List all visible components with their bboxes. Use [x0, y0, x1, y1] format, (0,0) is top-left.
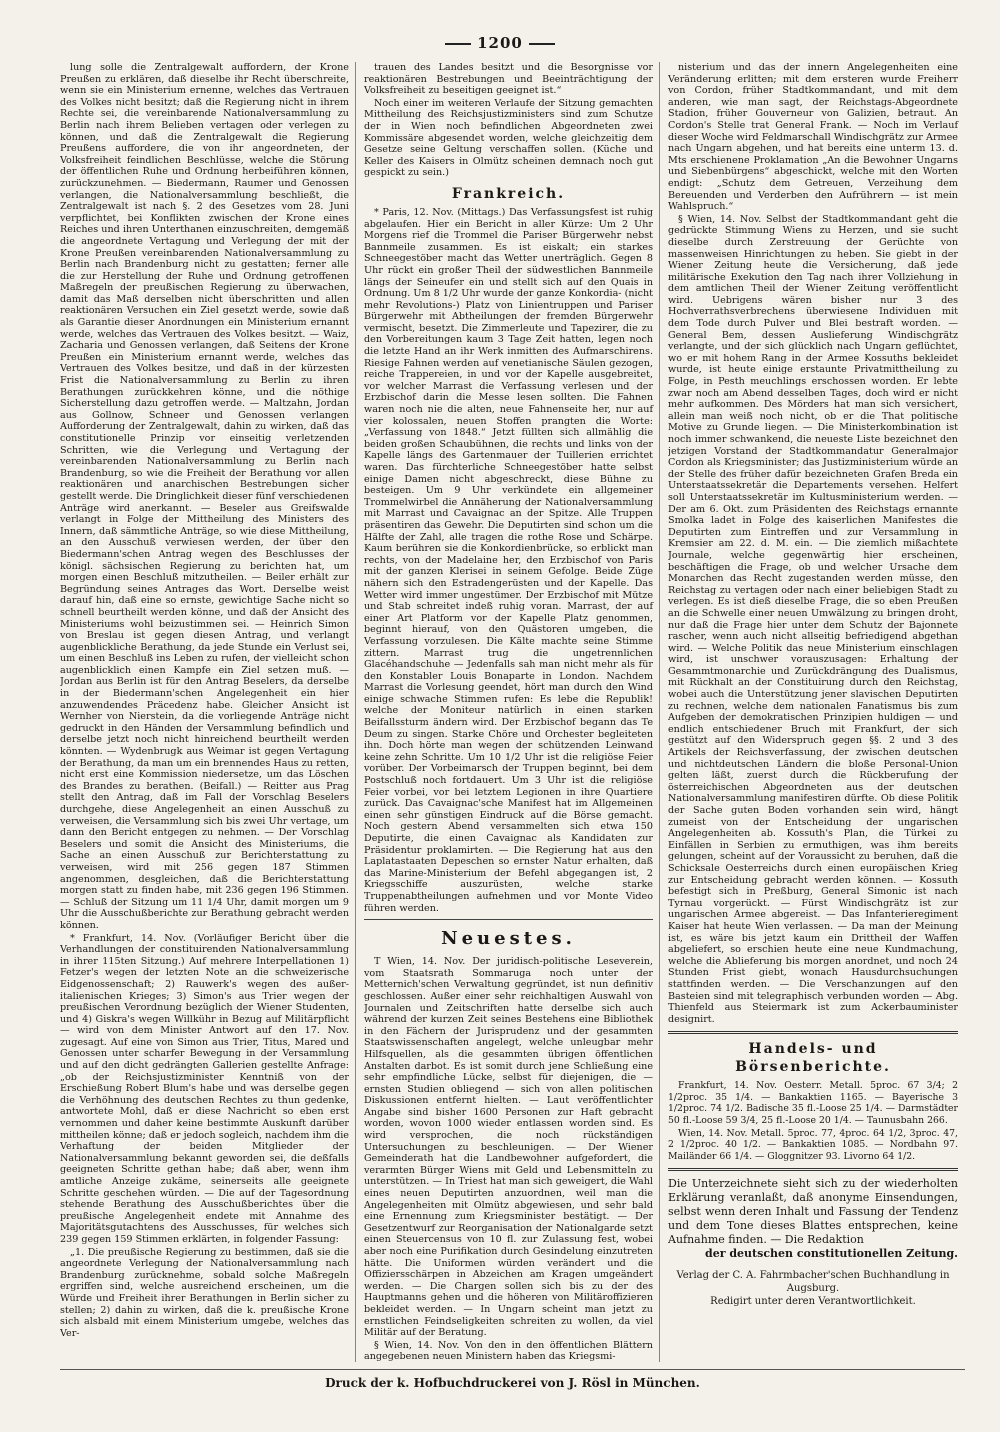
section-divider — [364, 919, 653, 920]
section-heading-france: Frankreich. — [451, 185, 566, 202]
col2-paragraph-3: * Paris, 12. Nov. (Mittags.) Das Verfassungsfest ist ruhig abgelaufen. Hier ein Bericht in aller Kürze: Um 2 Uhr Morgens rief die Trommel die Pariser Bürgerwehr nebst Bannmeile zusammen. Es ist eiskalt; ein starkes Schneegestöber macht das Wetter unerträglich. Gegen 8 Uhr rückt ein großer Theil der südwestlichen Bannmeile längs der Seineufer ein und stellt sich auf den Quais in Ordnung. Um 8 1/2 Uhr wurde der ganze Konkordia- (nicht mehr Revolutions-) Platz von Linientruppen und Pariser Bürgerwehr mit Abtheilungen der fremden Bürgerwehr vermischt, besetzt. Die Zimmerleute und Tapezirer, die zu den Vorbereitungen kaum 3 Tage Zeit hatten, legen noch die letzte Hand an ihr Werk inmitten des Aufmarschirens. Riesige Fahnen werden auf venetianische Säulen gezogen, reiche Trappereien, in und vor der Kapelle ausgebreitet, vor welcher Marrast die Verfassung verlesen und der Erzbischof darin die Messe lesen sollten. Die Fahnen waren noch nie die alten, neue Fahnenseite her, nur auf vier kolossalen, neuen Stoffen prangten die Worte: „Verfassung von 1848.“ Jetzt füllten sich allmählig die beiden großen Schaubühnen, die rechts und links von der Kapelle längs des Gartenmauer der Tuillerien errichtet waren. Das fürchterliche Schneegestöber hatte selbst einige Damen nicht abgeschreckt, diese Bühne zu besteigen. Um 9 Uhr verkündete ein allgemeiner Trommelwirbel die Annäherung der Nationalversammlung mit Marrast und Cavaignac an der Spitze. Alle Truppen präsentiren das Gewehr. Die Deputirten sind schon um die Hälfte der Zahl, alle tragen die rothe Rose und Schärpe. Kaum berühren sie die Konkordienbrücke, so erblickt man rechts, von der Madelaine her, den Erzbischof von Paris mit der ganzen Klerisei in seinem Gefolge. Beide Züge nähern sich den Estradengerüsten und der Kapelle. Das Wetter wird immer ungestümer. Der Erzbischof mit Mütze und Stab schreitet indeß ruhig voran. Marrast, der auf einer Art Platform vor der Kapelle Platz genommen, beginnt hierauf, von den Quästoren umgeben, die Verfassung vorzulesen. Die Kälte machte seine Stimme zittern. Marrast trug die ungetrennlichen Glacéhandschuhe — Jedenfalls sah man nicht mehr als für den Konstabler Louis Bonaparte in London. Nachdem Marrast die Vorlesung geendet, hört man durch den Wind einige schwache Stimmen rufen: Es lebe die Republik! welche der Moniteur natürlich in einen starken Beifallssturm ändern wird. Der Erzbischof begann das Te Deum zu singen. Starke Chöre und Orchester begleiteten ihn. Doch hörte man wegen der schützenden Leinwand keine zehn Schritte. Um 10 1/2 Uhr ist die religiöse Feier vorüber. Der Vorbeimarsch der Truppen beginnt, bei dem Postschluß noch fortdauert. Um 3 Uhr ist die religiöse Feier vorbei, vor bei letztem Legionen in ihre Quartiere zurück. Das Cavaignac'sche Manifest hat im Allgemeinen einen sehr günstigen Eindruck auf die Börse gemacht. Noch gestern Abend versammelten sich etwa 150 Deputirte, die einen Cavaignac als Kandidaten zur Präsidentur proklamirten. — Die Regierung hat aus den Laplatastaaten Depeschen so ernster Natur erhalten, daß das Marine-Ministerium der Befehl abgegangen ist, 2 Kriegsschiffe auszurüsten, welche starke Truppenabtheilungen aufnehmen und vor Monte Video führen werden. — [364, 206, 653, 914]
publisher-line-1: Verlag der C. A. Fahrmbacher'schen Buchhandlung in Augsburg. — [676, 1270, 950, 1295]
section-heading-market: Handels- und Börsenberichte. — [735, 1041, 891, 1076]
col3-paragraph-2: § Wien, 14. Nov. Selbst der Stadtkommandant geht die gedrückte Stimmung Wiens zu Herzen, und sie sucht dieselbe durch Zerstreuung der Gerüchte von massenweisen Hinrichtungen zu heben. Sie giebt in der Wiener Zeitung heute die Versicherung, daß jede militärische Exekution den Tag nach ihrer Vollziehung in dem amtlichen Theil der Wiener Zeitung veröffentlicht wird. Uebrigens wären bisher nur 3 des Hochverrathsverbrechens überwiesene Individuen mit dem Tode durch Pulver und Blei bestraft worden. — General Bem, dessen Auslieferung Windischgrätz verlangte, und der sich glücklich nach Ungarn geflüchtet, wo er mit hohem Rang in der Armee Kossuths bekleidet wurde, ist heute einige erstaunte Privatmittheilung zu Folge, in Pesth meuchlings erschossen worden. Er lebte zwar noch am Abend desselben Tages, doch wird er nicht mehr aufkommen. Des Mörders hat man sich versichert, allein man weiß noch nicht, ob er die That politische Motive zu Grunde liegen. — Die Ministerkombination ist noch immer schwankend, die neueste Liste bezeichnet den jetzigen Vorstand der Stadtkommandatur Generalmajor Cordon als Kriegsminister; das Justizministerium würde an der Stelle des früher dafür bezeichneten Grafen Breda ein Unterstaatssekretär die Departements versehen. Helfert soll Unterstaatssekretär im Kultusministerium werden. — Der am 6. Okt. zum Präsidenten des Reichstags ernannte Smolka ladet in Folge des kaiserlichen Manifestes die Deputirten zum Eintreffen und zur Versammlung in Kremsier am 22. d. M. ein. — Die ziemlich mißachtete Journale, welche gegenwärtig hier erscheinen, beschäftigen die Frage, ob und welcher Ursache dem Monarchen das Recht zugestanden werden müsse, den Reichstag zu vertagen oder nach einer beliebigen Stadt zu verlegen. Es ist dieß dieselbe Frage, die so eben Preußen an die Schwelle einer neuen Umwälzung zu bringen droht, nur daß die Frage hier unter dem Schutz der Bajonnete rascher, wenn auch nicht allseitig befriedigend abgethan wird. — Welche Politik das neue Ministerium einschlagen wird, ist unschwer vorauszusagen: Erhaltung der Gesammtmonarchie und Zurückdrängung des Dualismus, mit Rückhalt an der Constituirung durch den Reichstag, wobei auch die Unterstützung jener slavischen Deputirten zu rechnen, welche dem nationalen Fanatismus bis zum Aufgeben der demokratischen Prinzipien huldigen — und endlich entschiedener Bruch mit Frankfurt, der sich gestützt auf den Widerspruch gegen §§. 2 und 3 des Artikels der Reichsverfassung, der zwischen deutschen und nichtdeutschen Ländern die bloße Personal-Union gelten läßt, zuerst durch die Rückberufung der österreichischen Abgeordneten aus der deutschen Nationalversammlung manifestiren dürfte. Ob diese Politik der Sache guten Boden vorhanden sein wird, hängt zumeist von der Entscheidung der ungarischen Angelegenheiten ab. Kossuth's Plan, die Türkei zu Einfällen in Serbien zu ermuthigen, was ihm bereits gelungen, scheint auf der Voraussicht zu beruhen, daß die Schicksale Oesterreichs durch einen europäischen Krieg zur Entscheidung gebracht werden können. — Kossuth befestigt sich in Preßburg, General Simonic ist nach Tyrnau vorgerückt. — Fürst Windischgrätz ist zur ungarischen Armee abgereist. — Das Infanterieregiment Kaiser hat heute Wien verlassen. — Da man der Meinung ist, es wäre bis jetzt kaum ein Drittheil der Waffen abgeliefert, so erschien heute eine neue Kundmachung, welche die Ablieferung bis morgen anordnet, und noch 24 Stunden Frist giebt, wonach Hausdurchsuchungen stattfinden werden. — Die Verschanzungen auf den Basteien sind mit telegraphisch verbunden worden — Abg. Thienfeld aus Steiermark ist zum Ackerbauminister designirt. — [668, 213, 958, 1025]
col1-paragraph-2: * Frankfurt, 14. Nov. (Vorläufiger Bericht über die Verhandlungen der constituirenden Nationalversammlung in ihrer 115ten Sitzung.) Auf mehrere Interpellationen 1) Fetzer's wegen der letzten Note an die schweizerische Eidgenossenschaft; 2) Rauwerk's wegen des außer-italienischen Krieges; 3) Simon's aus Trier wegen der preußischen Verordnung bezüglich der Wiener Studenten, und 4) Giskra's wegen Willkühr in Bezug auf Militärpflicht — wird von dem Minister Antwort auf den 17. Nov. zugesagt. Auf eine von Simon aus Trier, Titus, Mared und Genossen unter scharfer Bewegung in der Versammlung und auf den dicht gedrängten Gallerien gestellte Anfrage: „ob der Reichsjustizminister Kenntniß von der Erschießung Robert Blum's habe und was derselbe gegen die Verhöhnung des deutschen Rechtes zu thun gedenke, antwortete Mohl, daß er diese Nachricht so eben erst vernommen und daher keine bestimmte Auskunft darüber mittheilen könne; daß er jedoch sogleich, nachdem ihm die Verhaftung der beiden Mitglieder der Nationalversammlung bekannt geworden sei, die deßfalls geeigneten Schritte gethan habe; daß aber, wenn ihm amtliche Anzeige zukäme, seinerseits alle geeignete Schritte geschehen würden. — Die auf der Tagesordnung stehende Berathung des Ausschußberichtes über die preußische Angelegenheit endete mit Annahme des Majoritätsgutachtens des Ausschusses, für welches sich 239 gegen 159 Stimmen erklärten, in folgender Fassung: — [60, 932, 349, 1245]
col2-paragraph-2: Noch einer im weiteren Verlaufe der Sitzung gemachten Mittheilung des Reichsjustizministers sind zum Schutze der in Wien noch befindlichen Abgeordneten zwei Kommissäre abgesendet worden, welche gleichzeitig dem Gesetze seine Geltung verschaffen sollen. (Küche und Keller des Kaisers in Olmütz scheinen demnach noch gut gespickt zu sein.) — [364, 97, 653, 179]
section-heading-news: Neuestes. — [441, 928, 576, 950]
column-1 — [60, 62, 356, 1362]
page-number-header — [0, 34, 1000, 52]
header-dash-right — [529, 43, 555, 45]
col2-paragraph-1: trauen des Landes besitzt und die Besorgnisse vor reaktionären Bestrebungen und Beeinträchtigung der Volksfreiheit zu beseitigen geeignet ist.“ — [364, 62, 653, 97]
col1-paragraph-1: lung solle die Zentralgewalt auffordern, der Krone Preußen zu erklären, daß dieselbe ihr Recht überschreite, wenn sie ein Ministerium ernenne, welches das Vertrauen des Volkes nicht besitzt; daß die Regierung nicht in ihrem Rechte sei, die vereinbarende Nationalversammlung zu Berlin nach ihrem Belieben vertagen oder verlegen zu können, und daß die Zentralgewalt die Regierung Preußens auffordere, die von ihr angeordneten, der Volksfreiheit feindlichen Beschlüsse, welche die Störung der öffentlichen Ruhe und Ordnung herbeiführen können, zurückzunehmen. — Biedermann, Raumer und Genossen verlangen, die Nationalversammlung beschließt, die Zentralgewalt ist nach §. 2 des Gesetzes vom 28. Juni verpflichtet, bei Konflikten zwischen der Krone eines Reiches und ihren Unterthanen einzuschreiten, demgemäß die angeordnete Vertagung und Verlegung der mit der Krone Preußen vereinbarenden Nationalversammlung zu Berlin nach Brandenburg nicht zu gestatten; ferner alle die zur Herstellung der Ruhe und Ordnung getroffenen Maßregeln der preußischen Regierung zu überwachen, damit das Maß derselben nicht überschritten und allen reaktionären Versuchen ein Ziel gesetzt werde, sowie daß als Garantie dieser Anordnungen ein Ministerium ernannt werde, welches das Vertrauen des Volkes besitzt. — Waiz, Zacharia und Genossen verlangen, daß Seitens der Krone Preußen ein Ministerium ernannt werde, welches das Vertrauen des Volkes besitze, und daß in der kürzesten Frist die Nationalversammlung zu Berlin zu ihren Berathungen zurückkehren könne, und die nöthige Sicherstellung dazu getroffen werde. — Maltzahn, Jordan aus Gollnow, Schneer und Genossen verlangen Aufforderung der Zentralgewalt, dahin zu wirken, daß das constitutionelle Prinzip vor einseitig verletzenden Schritten, wie die Verlegung und Vertagung der vereinbarenden Nationalversammlung zu Berlin nach Brandenburg, so wie die Freiheit der Berathung vor allen reaktionären und anarchischen Bestrebungen sicher gestellt werde. Die Dringlichkeit dieser fünf verschiedenen Anträge wird anerkannt. — Beseler aus Greifswalde verlangt in Folge der Mittheilung des Ministers des Innern, daß sämmtliche Anträge, so wie diese Mittheilung, an den Ausschuß verwiesen werden, der über den Biedermann'schen Antrag wegen des Beschlusses der königl. sächsischen Regierung zu berichten hat, um morgen einen Beschluß mitzutheilen. — Beiler erhält zur Begründung seines Antrages das Wort. Derselbe weist darauf hin, daß eine so ernste, gewichtige Sache nicht so schnell beurtheilt werden könne, und daß der Ansicht des Ministeriums wohl beizustimmen sei. — Heinrich Simon von Breslau ist gegen diesen Antrag, und verlangt augenblickliche Berathung, da jede Stunde ein Verlust sei, um einen Beschluß ins Leben zu rufen, der vielleicht schon augenblicklich einen Kampfe ein Ziel setzen muß. — Jordan aus Berlin ist für den Antrag Beselers, da derselbe in der Biedermann'schen Angelegenheit ein hier anzuwendendes Präcedenz habe. Gleicher Ansicht ist Wernher von Nierstein, da die vorliegende Anträge nicht gedruckt in den Händen der Versammlung befindlich und derselbe jetzt noch nicht hinreichend beurtheilt werden könnten. — Wydenbrugk aus Weimar ist gegen Vertagung der Berathung, da man um ein brennendes Haus zu retten, nicht erst eine Kommission niedersetze, um das Löschen des Brandes zu berathen. (Beifall.) — Reitter aus Prag stellt den Antrag, daß im Fall der Vorschlag Beselers durchgehe, diese Angelegenheit an einen Ausschuß zu verweisen, die Versammlung sich bis zwei Uhr vertage, um dann den Bericht entgegen zu nehmen. — Der Vorschlag Beselers und somit die Ansicht des Ministeriums, die Sache an einen Ausschuß zur Berichterstattung zu verweisen, wird mit 256 gegen 187 Stimmen angenommen, desgleichen, daß die Berichterstattung morgen statt zu finden habe, mit 236 gegen 196 Stimmen. — Schluß der Sitzung um 11 1/4 Uhr, damit morgen um 9 Uhr die Ausschußberichte zur Berathung gebracht werden können. — [60, 62, 349, 931]
notice-text: Die Unterzeichnete sieht sich zu der wiederholten Erklärung veranlaßt, daß anonyme Einsendungen, selbst wenn deren Inhalt und Fassung der Tendenz und dem Tone dieses Blattes entsprechen, keine Aufnahme finden. — Die Redaktion — [668, 1177, 958, 1247]
newspaper-columns — [60, 62, 965, 1362]
market-frankfurt: Frankfurt, 14. Nov. Oesterr. Metall. 5proc. 67 3/4; 2 1/2proc. 35 1/4. — Bankaktien 1165. — Bayerische 3 1/2proc. 74 1/2. Badische 35 fl.-Loose 25 1/4. — Darmstädter 50 fl.-Loose 59 3/4, 25 fl.-Loose 20 1/4. — Taunusbahn 266. — [668, 1080, 958, 1126]
header-dash-left — [445, 43, 471, 45]
col2-paragraph-5: § Wien, 14. Nov. Von den in den öffentlichen Blättern angegebenen neuen Ministern haben das Kriegsmi- — [364, 1339, 653, 1362]
col2-paragraph-4: T Wien, 14. Nov. Der juridisch-politische Leseverein, vom Staatsrath Sommaruga noch unter der Metternich'schen Verwaltung gegründet, ist nun definitiv geschlossen. Außer einer sehr reichhaltigen Auswahl von Journalen und Zeitschriften hatte derselbe sich auch während der kurzen Zeit seines Bestehens eine Bibliothek in den Fächern der Jurisprudenz und der gesammten Staatswissenschaften angelegt, welche unleugbar mehr Hilfsquellen, als die gesammten übrigen öffentlichen Anstalten darbot. Es ist somit durch jene Schließung eine sehr empfindliche Lücke, selbst für diejenigen, die — ernsten Studien obliegend — sich von allen politischen Diskussionen entfernt hielten. — Laut veröffentlichter Angabe sind bisher 1600 Personen zur Haft gebracht worden, wovon 1000 wieder entlassen worden sind. Es wird versprochen, die noch rückständigen Untersuchungen zu beschleunigen. — Der Wiener Gemeinderath hat die Landbewohner aufgefordert, die verarmten Bürger Wiens mit Geld und Lebensmitteln zu unterstützen. — In Triest hat man sich geweigert, die Wahl eines neuen Deputirten anzuordnen, weil man die Angelegenheiten mit Olmütz abgewiesen, und sehr bald eine Ernennung zum Kriegsminister bestätigt. — Der Gesetzentwurf zur Reorganisation der Nationalgarde setzt einen Steuercensus von 10 fl. zur Zulassung fest, wobei aber noch eine Purifikation durch Gesindelung einzutreten hätte. Die Uniformen würden verändert und die Offiziersschärpen in Abzeichen am Kragen umgeändert werden. — Die Chargen sollen sich bis zu der des Hauptmanns gehen und die höheren von Militäroffizieren bekleidet werden. — In Ungarn scheint man jetzt zu ernstlichen Feindseligkeiten schreiten zu wollen, da viel Militär auf der Beratung. — [364, 956, 653, 1339]
market-wien: Wien, 14. Nov. Metall. 5proc. 77, 4proc. 64 1/2, 3proc. 47, 2 1/2proc. 40 1/2. — Bankaktien 1085. — Nordbahn 97. Mailänder 66 1/4. — Gloggnitzer 93. Livorno 64 1/2. — [668, 1127, 958, 1162]
col1-paragraph-3: „1. Die preußische Regierung zu bestimmen, daß sie die angeordnete Verlegung der Nationalversammlung nach Brandenburg zurücknehme, sobald solche Maßregeln ergriffen sind, welche ausreichend erscheinen, um die Würde und Freiheit ihrer Berathungen in Berlin sicher zu stellen; 2) dahin zu wirken, daß die k. preußische Krone sich alsbald mit einem Ministerium umgebe, welches das Ver- — [60, 1246, 349, 1339]
page-number: 1200 — [477, 34, 523, 52]
notice-signature: der deutschen constitutionellen Zeitung. — [705, 1247, 958, 1261]
market-divider-bottom — [668, 1168, 958, 1171]
publisher-line-2: Redigirt unter deren Verantwortlichkeit. — [710, 1296, 916, 1308]
market-report — [668, 1080, 958, 1162]
editorial-notice — [668, 1177, 958, 1261]
market-divider-top — [668, 1031, 958, 1034]
column-3 — [668, 62, 964, 1362]
col3-paragraph-1: nisterium und das der innern Angelegenheiten eine Veränderung erlitten; mit dem ersteren wurde Freiherr von Cordon, früher Stadtkommandant, und mit dem anderen, wie man sagt, der Reichstags-Abgeordnete Stadion, früher Gouverneur von Galizien, betraut. An Cordon's Stelle trat General Frank. — Noch im Verlauf dieser Woche wird Feldmarschall Windischgrätz zur Armee nach Ungarn abgehen, und hat bereits eine unterm 13. d. Mts erschienene Proklamation „An die Bewohner Ungarns und Siebenbürgens“ abgeschickt, welche mit den Worten endigt: „Schutz dem Getreuen, Verzeihung dem Bereuenden und Verderben den Aufrührern — ist mein Wahlspruch.“ — [668, 62, 958, 213]
column-2 — [364, 62, 660, 1362]
printer-footer: Druck der k. Hofbuchdruckerei von J. Rösl in München. — [60, 1369, 965, 1390]
publisher-info — [668, 1269, 958, 1308]
